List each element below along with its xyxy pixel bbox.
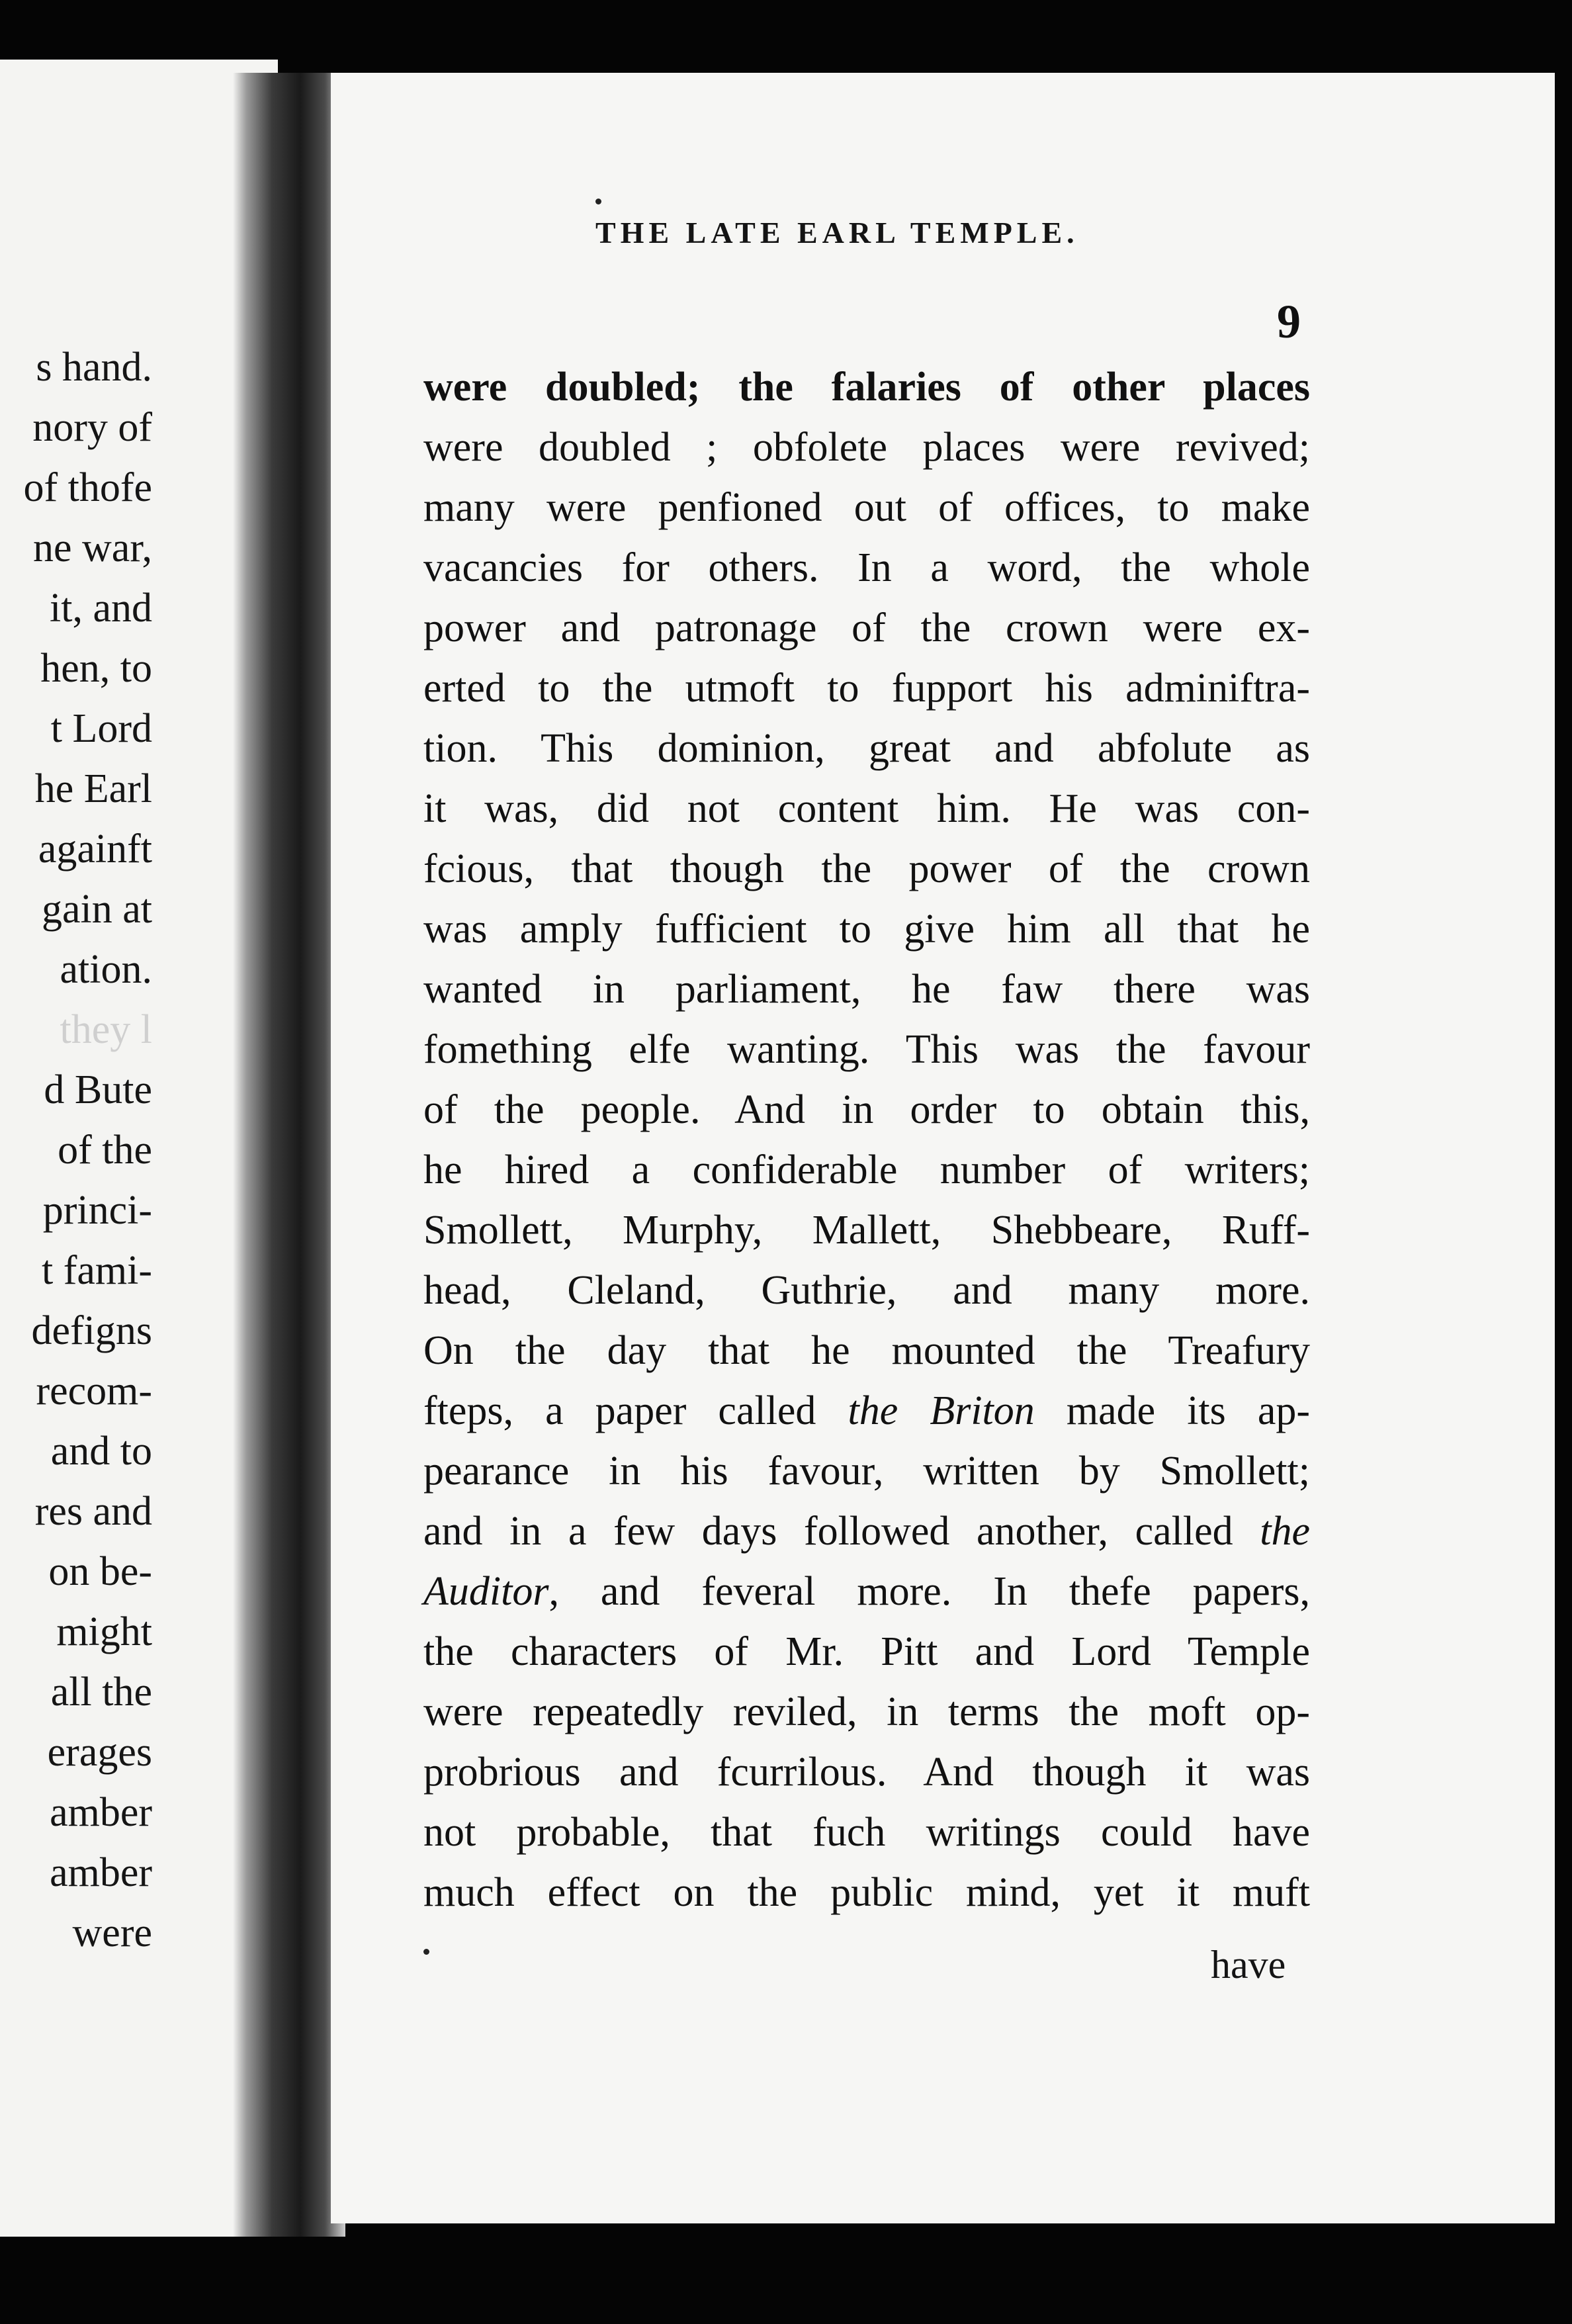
text-segment: and in a few days followed another, called xyxy=(423,1509,1233,1554)
left-line: he Earl xyxy=(34,766,152,811)
text-segment: fteps, a paper called xyxy=(423,1388,816,1433)
left-line: all the xyxy=(50,1670,152,1715)
text-line: was amply fufficient to give him all that he xyxy=(423,907,1310,952)
left-line: might xyxy=(56,1609,152,1654)
text-line: much effect on the public mind, yet it muft xyxy=(423,1870,1310,1915)
text-line-mixed xyxy=(423,1562,1310,1622)
text-line-mixed xyxy=(423,1381,1310,1441)
italic-title-auditor: Auditor xyxy=(423,1569,549,1614)
left-page-text xyxy=(23,337,152,1963)
text-line: fomething elfe wanting. This was the favour xyxy=(423,1027,1310,1072)
text-line: he hired a confiderable number of writers; xyxy=(423,1147,1310,1192)
left-line-bleedthrough: they l xyxy=(60,1007,152,1052)
text-line: were doubled; the falaries of other places xyxy=(423,365,1310,410)
book-gutter-shadow xyxy=(233,73,345,2237)
text-line: pearance in his favour, written by Smollett; xyxy=(423,1449,1310,1494)
italic-the: the xyxy=(1260,1509,1310,1554)
text-line: probrious and fcurrilous. And though it was xyxy=(423,1750,1310,1795)
left-line: res and xyxy=(34,1489,152,1534)
catchword: have xyxy=(1211,1943,1286,1987)
left-line: hen, to xyxy=(40,646,152,691)
text-line: were repeatedly reviled, in terms the moft op- xyxy=(423,1689,1310,1734)
left-line: ation. xyxy=(60,947,152,992)
page-body-text xyxy=(423,357,1310,1923)
text-line: the characters of Mr. Pitt and Lord Temple xyxy=(423,1629,1310,1674)
left-line: were xyxy=(72,1910,152,1955)
text-line: head, Cleland, Guthrie, and many more. xyxy=(423,1268,1310,1313)
left-line: and to xyxy=(50,1429,152,1474)
left-line: t Lord xyxy=(50,706,152,751)
left-line: of thofe xyxy=(23,465,152,510)
text-line: fcious, that though the power of the crown xyxy=(423,846,1310,891)
text-line: tion. This dominion, great and abfolute as xyxy=(423,726,1310,771)
left-line: againft xyxy=(38,827,152,871)
ink-speck xyxy=(595,199,601,204)
left-line: erages xyxy=(47,1730,152,1775)
text-line: were doubled ; obfolete places were revived; xyxy=(423,425,1310,470)
italic-title-the-briton: the Briton xyxy=(848,1388,1035,1433)
text-line-mixed xyxy=(423,1501,1310,1562)
text-segment: made its ap- xyxy=(1066,1388,1311,1433)
left-line: of the xyxy=(58,1128,152,1173)
text-line: of the people. And in order to obtain this, xyxy=(423,1087,1310,1132)
text-line: wanted in parliament, he faw there was xyxy=(423,967,1310,1012)
left-line: s hand. xyxy=(36,345,152,390)
text-segment: , and feveral more. In thefe papers, xyxy=(548,1569,1310,1614)
left-line: nory of xyxy=(32,405,152,450)
text-line: not probable, that fuch writings could have xyxy=(423,1810,1310,1855)
left-line: t fami- xyxy=(42,1248,152,1293)
left-line: d Bute xyxy=(44,1067,152,1112)
text-line: vacancies for others. In a word, the whole xyxy=(423,545,1310,590)
ink-speck xyxy=(423,1949,429,1955)
left-line: defigns xyxy=(31,1308,152,1353)
text-line: power and patronage of the crown were ex- xyxy=(423,605,1310,650)
text-line: Smollett, Murphy, Mallett, Shebbeare, Ruff- xyxy=(423,1208,1310,1253)
running-head: THE LATE EARL TEMPLE. xyxy=(595,216,1079,249)
left-line: recom- xyxy=(36,1368,152,1413)
left-line: gain at xyxy=(42,887,152,932)
text-line: many were penfioned out of offices, to make xyxy=(423,485,1310,530)
left-line: on be- xyxy=(48,1549,152,1594)
text-line: On the day that he mounted the Treafury xyxy=(423,1328,1310,1373)
text-line: erted to the utmoft to fupport his adminiftra- xyxy=(423,666,1310,711)
left-line: princi- xyxy=(42,1188,152,1233)
left-line: it, and xyxy=(50,586,152,631)
page-number: 9 xyxy=(1277,295,1301,348)
left-line: amber xyxy=(50,1790,152,1835)
text-line: it was, did not content him. He was con- xyxy=(423,786,1310,831)
left-line: amber xyxy=(50,1850,152,1895)
left-line: ne war, xyxy=(33,525,152,570)
